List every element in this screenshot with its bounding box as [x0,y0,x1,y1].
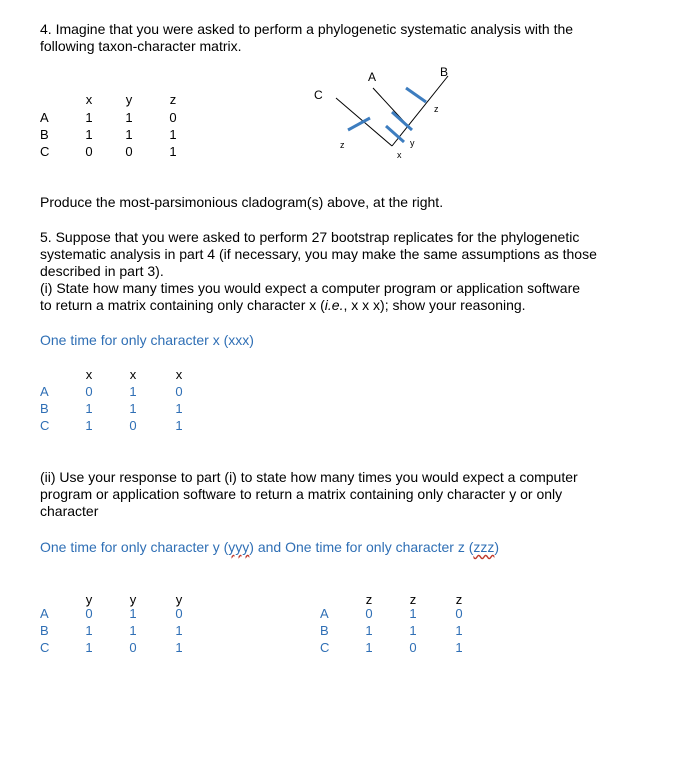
matrix-y-taxon-c: C [40,640,50,655]
q5-part-ii-line2: program or application software to return a matrix containing only character y or only [40,486,563,502]
q4-taxon-a: A [40,110,49,125]
tree-mark-y: y [410,138,415,148]
matrix-y-cell: 0 [85,606,93,621]
matrix-z-cell: 0 [409,640,417,655]
answer-ii [40,539,499,556]
q4-cell: 1 [85,127,93,142]
answer-ii-zzz: zzz [473,539,495,555]
matrix-x-header: x [129,367,137,382]
part-i-ie: i.e. [324,297,344,313]
part-i-text-a: to return a matrix containing only character x ( [40,297,325,313]
q4-line2: following taxon-character matrix. [40,38,242,54]
matrix-z-cell: 1 [365,623,373,638]
q5-part-i-line2 [40,297,526,314]
matrix-x-cell: 1 [129,401,137,416]
answer-ii-a: One time for only character y ( [40,539,229,555]
matrix-y-cell: 1 [85,640,93,655]
matrix-y-taxon-a: A [40,606,49,621]
matrix-x-taxon-c: C [40,418,50,433]
q4-taxon-c: C [40,144,50,159]
matrix-x-cell: 0 [85,384,93,399]
matrix-z-header: z [409,592,417,607]
matrix-y-cell: 1 [129,623,137,638]
matrix-z-taxon-b: B [320,623,329,638]
matrix-z-cell: 1 [409,606,417,621]
q5-part-i-line1: (i) State how many times you would expect a computer program or application software [40,280,581,296]
matrix-x-cell: 0 [175,384,183,399]
q4-cell: 0 [125,144,133,159]
answer-ii-b: ) and One time for only character z ( [249,539,474,555]
q4-line1: 4. Imagine that you were asked to perform a phylogenetic systematic analysis with the [40,21,574,37]
q4-header-x: x [85,92,93,107]
matrix-y-taxon-b: B [40,623,49,638]
matrix-z-cell: 1 [365,640,373,655]
matrix-z-taxon-c: C [320,640,330,655]
matrix-y-cell: 1 [175,623,183,638]
q4-cell: 0 [169,110,177,125]
q4-taxon-b: B [40,127,49,142]
matrix-z-cell: 0 [365,606,373,621]
q4-header-y: y [125,92,133,107]
matrix-z-cell: 1 [455,640,463,655]
matrix-y-cell: 1 [129,606,137,621]
matrix-x-header: x [175,367,183,382]
mark-y [392,112,412,130]
tree-mark-z-right: z [434,104,439,114]
matrix-y-cell: 1 [175,640,183,655]
q4-cell: 1 [125,110,133,125]
matrix-x-cell: 1 [85,418,93,433]
q5-part-ii-line3: character [40,503,99,519]
matrix-x-cell: 1 [85,401,93,416]
q4-answer-prompt: Produce the most-parsimonious cladogram(s) above, at the right. [40,194,444,210]
matrix-z-header: z [365,592,373,607]
matrix-x-header: x [85,367,93,382]
answer-ii-yyy: yyy [228,539,250,555]
matrix-x-cell: 0 [129,418,137,433]
q5-line1: 5. Suppose that you were asked to perform 27 bootstrap replicates for the phylogenetic [40,229,580,245]
answer-ii-c: ) [494,539,500,555]
q5-line2: systematic analysis in part 4 (if necessary, you may make the same assumptions as those [40,246,597,262]
branch-main [392,76,448,146]
matrix-z-taxon-a: A [320,606,329,621]
matrix-y-header: y [175,592,183,607]
tree-label-c: C [314,88,323,102]
q4-header-z: z [169,92,177,107]
matrix-y-header: y [85,592,93,607]
matrix-y-cell: 0 [129,640,137,655]
q4-cell: 1 [85,110,93,125]
q4-cell: 1 [125,127,133,142]
matrix-z-cell: 1 [409,623,417,638]
q4-cell: 1 [169,144,177,159]
matrix-x-cell: 1 [175,401,183,416]
answer-i: One time for only character x (xxx) [40,332,254,348]
matrix-x-taxon-b: B [40,401,49,416]
matrix-y-cell: 0 [175,606,183,621]
tree-mark-z-left: z [340,140,345,150]
matrix-z-header: z [455,592,463,607]
mark-z-a [406,88,426,102]
matrix-x-cell: 1 [175,418,183,433]
matrix-y-header: y [129,592,137,607]
q5-line3: described in part 3). [40,263,164,279]
tree-label-b: B [440,65,449,79]
q5-part-ii-line1: (ii) Use your response to part (i) to state how many times you would expect a computer [40,469,578,485]
matrix-z-cell: 1 [455,623,463,638]
matrix-y-cell: 1 [85,623,93,638]
part-i-text-b: , x x x); show your reasoning. [343,297,526,313]
matrix-x-cell: 1 [129,384,137,399]
q4-cell: 0 [85,144,93,159]
matrix-x-taxon-a: A [40,384,49,399]
tree-label-a: A [368,70,377,84]
q4-cladogram [300,60,470,170]
q4-cell: 1 [169,127,177,142]
matrix-z-cell: 0 [455,606,463,621]
tree-mark-x: x [397,150,402,160]
